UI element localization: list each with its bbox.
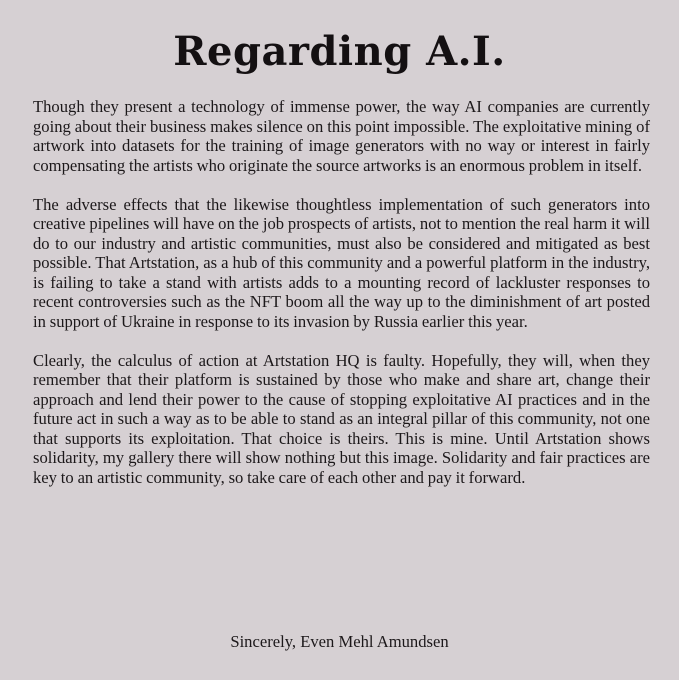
signature: Sincerely, Even Mehl Amundsen	[230, 632, 449, 651]
paragraph-3: Clearly, the calculus of action at Artstation HQ is faulty. Hopefully, they will, when they remember that their platform is sustained by those who make and share art, change their approach and lend their power to the cause of stopping exploitative AI practices and in the future act in such a way as to be able to stand as an integral pillar of this community, not one that supports its exploitation. That choice is theirs. This is mine. Until Artstation shows solidarity, my gallery there will show nothing but this image. Solidarity and fair practices are key to an artistic community, so take care of each other and pay it forward.	[33, 350, 650, 487]
paragraph-1: Though they present a technology of immense power, the way AI companies are currently going about their business makes silence on this point impossible. The exploitative mining of artwork into datasets for the training of image generators with no way or interest in fairly compensating the artists who originate the source artworks is an enormous problem in itself.	[33, 97, 650, 175]
page-title: Regarding A.I.	[173, 28, 506, 75]
statement-body	[33, 97, 650, 507]
paragraph-2: The adverse effects that the likewise thoughtless implementation of such generators into creative pipelines will have on the job prospects of artists, not to mention the real harm it will do to our industry and artistic communities, must also be considered and mitigated as best possible. That Artstation, as a hub of this community and a powerful platform in the industry, is failing to take a stand with artists adds to a mounting record of lackluster responses to recent controversies such as the NFT boom all the way up to the diminishment of art posted in support of Ukraine in response to its invasion by Russia earlier this year.	[33, 194, 650, 331]
